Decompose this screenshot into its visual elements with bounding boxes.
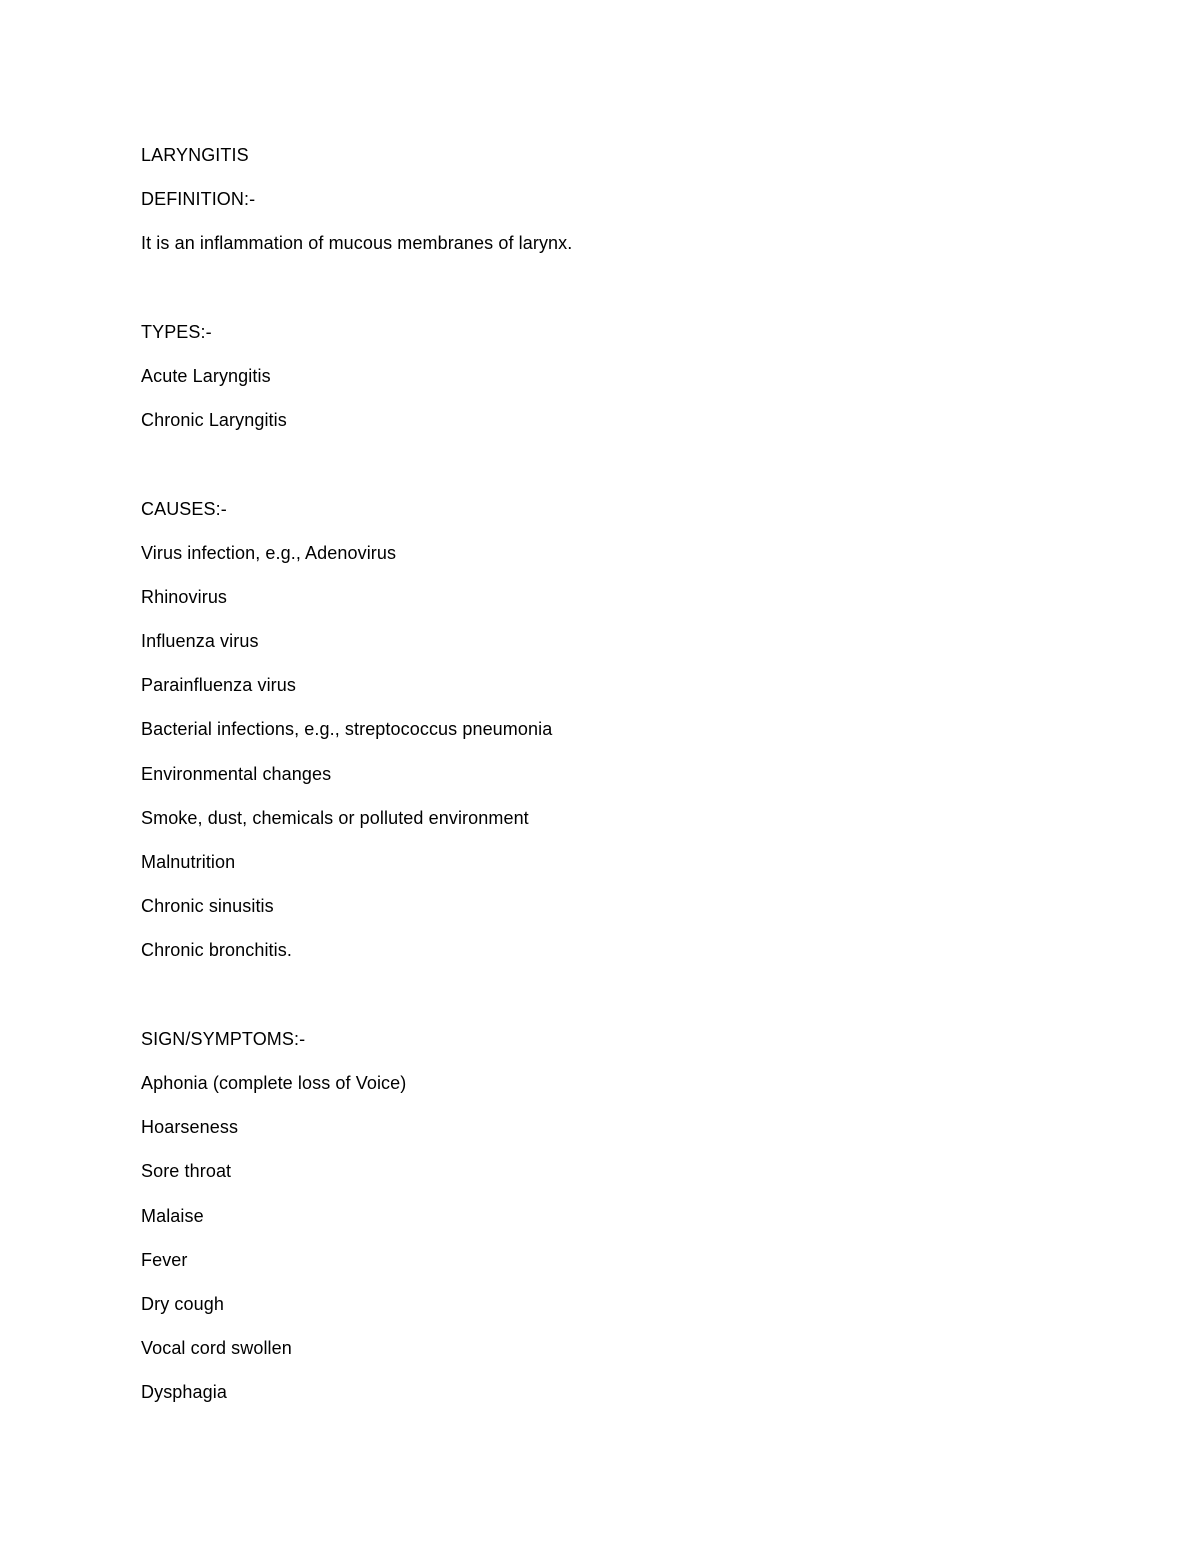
- types-item: Acute Laryngitis: [141, 365, 271, 386]
- causes-item: Environmental changes: [141, 763, 332, 784]
- causes-item: Chronic bronchitis.: [141, 940, 292, 961]
- causes-item: Smoke, dust, chemicals or polluted environment: [141, 807, 529, 828]
- causes-item: Bacterial infections, e.g., streptococcus pneumonia: [141, 719, 553, 740]
- causes-heading: CAUSES:-: [141, 498, 227, 519]
- causes-item: Parainfluenza virus: [141, 675, 296, 696]
- blank-line: [141, 274, 1041, 318]
- symptom-item: Sore throat: [141, 1161, 232, 1182]
- symptom-item: Vocal cord swollen: [141, 1338, 292, 1359]
- symptom-item: Dysphagia: [141, 1382, 227, 1403]
- causes-item: Virus infection, e.g., Adenovirus: [141, 542, 397, 563]
- causes-item: Influenza virus: [141, 631, 259, 652]
- types-heading: TYPES:-: [141, 321, 212, 342]
- signs-symptoms-heading: SIGN/SYMPTOMS:-: [141, 1028, 306, 1049]
- definition-text: It is an inflammation of mucous membranes of larynx.: [141, 233, 573, 254]
- symptom-item: Malaise: [141, 1205, 204, 1226]
- causes-item: Malnutrition: [141, 852, 236, 872]
- document-body: [141, 141, 1041, 1422]
- symptom-item: Dry cough: [141, 1293, 224, 1314]
- symptom-item: Hoarseness: [141, 1117, 239, 1138]
- types-item: Chronic Laryngitis: [141, 410, 287, 431]
- causes-item: Chronic sinusitis: [141, 896, 274, 917]
- document-title: LARYNGITIS: [141, 145, 249, 165]
- causes-item: Rhinovirus: [141, 586, 228, 607]
- symptom-item: Fever: [141, 1249, 188, 1270]
- symptom-item: Aphonia (complete loss of Voice): [141, 1072, 407, 1093]
- blank-line: [141, 981, 1041, 1025]
- blank-line: [141, 450, 1041, 494]
- definition-heading: DEFINITION:-: [141, 189, 256, 210]
